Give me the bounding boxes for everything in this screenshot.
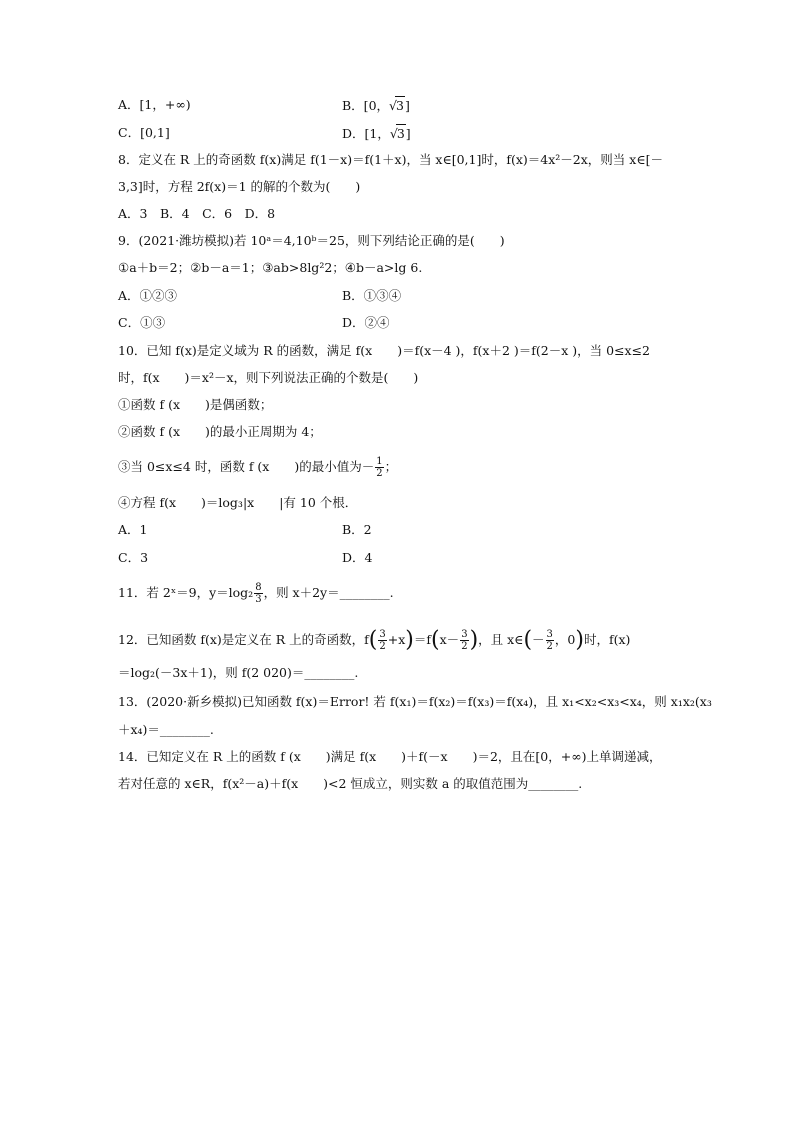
fraction-numerator: 8: [255, 582, 262, 593]
q7-option-b-root: 3: [395, 98, 404, 113]
fraction-three-halves: [378, 629, 386, 652]
q12-mid-5: －: [532, 632, 545, 647]
q9-option-d: D．②④: [342, 315, 390, 330]
q7-option-c: [118, 124, 170, 142]
q9-option-a: A．①②③: [118, 288, 178, 303]
fraction-three-halves: [460, 629, 468, 652]
fraction-three-halves: [546, 629, 554, 652]
paren-left: (: [523, 627, 533, 653]
q10-option-d: D．4: [342, 550, 373, 565]
q12-mid-6: ，0: [554, 632, 576, 647]
q10-statement-4: ④方程 f(x )＝log₃|x |有 10 个根．: [118, 495, 358, 510]
q9-line-1: 9．(2021·潍坊模拟)若 10ᵃ＝4,10ᵇ＝25，则下列结论正确的是( ): [118, 233, 505, 248]
q8-line-2: 3,3]时，方程 2f(x)＝1 的解的个数为( ): [118, 179, 361, 194]
q10-statement-3: [118, 456, 397, 479]
paren-left: (: [368, 627, 378, 653]
q10-statement-3-post: ；: [384, 459, 398, 474]
q7-option-b: B．[0，√3]: [342, 98, 410, 113]
q7-option-b-post: ]: [404, 98, 410, 113]
paren-right: ): [575, 627, 584, 653]
q12-mid-1: +x: [387, 632, 406, 647]
q7-option-d-pre: D．[1，: [342, 126, 390, 141]
fraction-numerator: 3: [379, 629, 386, 640]
q9-line-2: ①a＋b＝2；②b－a＝1；③ab>8lg²2；④b－a>lg 6.: [118, 260, 423, 275]
fraction-numerator: 3: [461, 629, 468, 640]
paren-right: ): [469, 627, 479, 653]
q9-option-c: C．①③: [118, 315, 166, 330]
q12-mid-2: ＝f: [413, 632, 432, 647]
q12-line-2: ＝log₂(－3x＋1)，则 f(2 020)＝________.: [118, 665, 359, 680]
q7-option-c-text: C．[0,1]: [118, 125, 170, 140]
fraction-numerator: 1: [376, 456, 383, 467]
q13-line-1: 13．(2020·新乡模拟)已知函数 f(x)＝Error! 若 f(x₁)＝f(x₂)＝f(x₃)＝f(x₄)，且 x₁<x₂<x₃<x₄，则 x₁x₂(x₃: [118, 694, 712, 709]
q11-post: ，则 x＋2y＝________.: [263, 585, 394, 600]
q12-pre: 12．已知函数 f(x)是定义在 R 上的奇函数，f: [118, 632, 369, 647]
fraction-denominator: 2: [546, 641, 553, 652]
fraction-denominator: 3: [255, 594, 262, 605]
q10-statement-2: ②函数 f (x )的最小正周期为 4；: [118, 424, 322, 439]
q11-line: [118, 582, 394, 605]
fraction-denominator: 2: [376, 468, 383, 479]
q12-mid-3: x－: [439, 632, 460, 647]
q11-pre: 11．若 2ˣ＝9，y＝log₂: [118, 585, 254, 600]
q10-option-c: C．3: [118, 550, 149, 565]
q7-option-a-text: A．[1，+∞): [118, 97, 191, 112]
q14-line-2: 若对任意的 x∈R，f(x²－a)＋f(x )<2 恒成立，则实数 a 的取值范围为________.: [118, 776, 583, 791]
q7-option-d-root: 3: [396, 126, 405, 141]
q8-line-1: 8．定义在 R 上的奇函数 f(x)满足 f(1－x)＝f(1＋x)，当 x∈[0,1]时，f(x)＝4x²－2x，则当 x∈[－: [118, 152, 663, 167]
q12-post: 时，f(x): [583, 632, 631, 647]
fraction-eight-thirds: [254, 582, 262, 605]
paren-right: ): [405, 627, 414, 653]
q7-option-a: [118, 96, 191, 114]
q7-option-d: D．[1，√3]: [342, 126, 411, 141]
q12-line-1: [118, 629, 630, 652]
q10-line-2: 时，f(x )＝x²－x，则下列说法正确的个数是( ): [118, 370, 419, 385]
q10-statement-3-pre: ③当 0≤x≤4 时，函数 f (x )的最小值为－: [118, 459, 375, 474]
q13-line-2: ＋x₄)＝________.: [118, 722, 214, 737]
q9-option-b: B．①③④: [342, 288, 402, 303]
q7-option-b-pre: B．[0，: [342, 98, 390, 113]
q7-option-d-post: ]: [405, 126, 411, 141]
fraction-numerator: 3: [546, 629, 553, 640]
fraction-denominator: 2: [379, 641, 386, 652]
q12-mid-4: ，且 x∈: [478, 632, 524, 647]
fraction-one-half: [375, 456, 383, 479]
q10-option-a: A．1: [118, 522, 148, 537]
q8-options: A．3 B．4 C．6 D．8: [118, 206, 276, 221]
paren-left: (: [431, 627, 440, 653]
q10-statement-1: ①函数 f (x )是偶函数；: [118, 397, 273, 412]
fraction-denominator: 2: [461, 641, 468, 652]
q10-line-1: 10．已知 f(x)是定义域为 R 的函数，满足 f(x )＝f(x－4 )，f(x＋2 )＝f(2－x )，当 0≤x≤2: [118, 343, 651, 358]
q14-line-1: 14．已知定义在 R 上的函数 f (x )满足 f(x )＋f(－x )＝2，且在[0，+∞)上单调递减，: [118, 749, 662, 764]
q10-option-b: B．2: [342, 522, 372, 537]
